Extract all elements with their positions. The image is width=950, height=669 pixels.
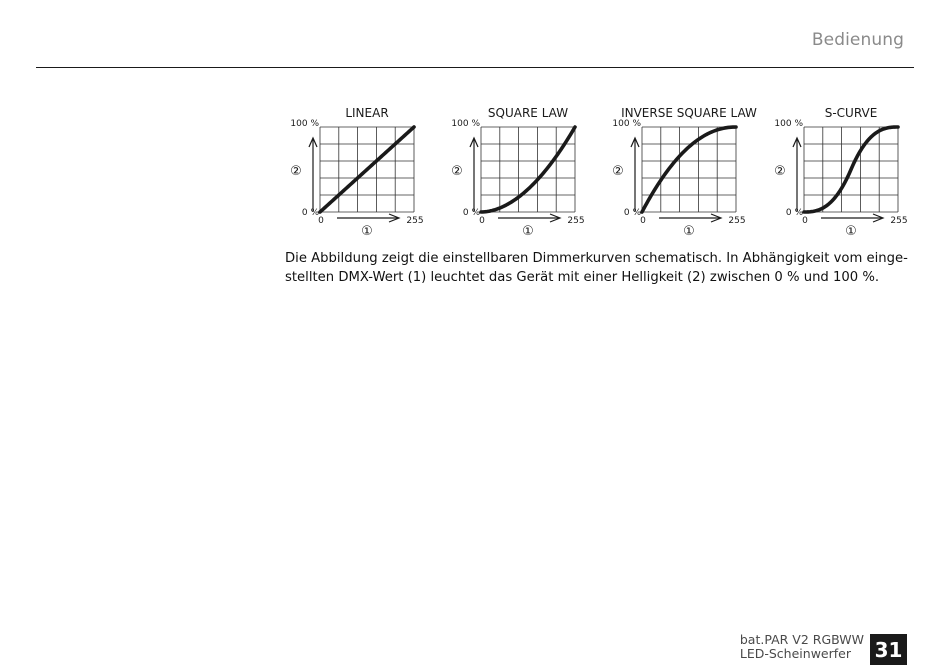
x-min-label: 0 bbox=[479, 216, 485, 226]
x-max-label: 255 bbox=[728, 216, 746, 226]
x-axis-symbol: ① bbox=[845, 224, 857, 239]
x-min-label: 0 bbox=[318, 216, 324, 226]
curve-panel-scurve bbox=[774, 106, 907, 239]
y-min-label: 0 % bbox=[301, 208, 319, 218]
dimmer-curves-svg bbox=[284, 104, 924, 244]
curve-line-square bbox=[481, 127, 575, 212]
y-max-label: 100 % bbox=[290, 119, 319, 129]
y-max-label: 100 % bbox=[612, 119, 641, 129]
x-max-label: 255 bbox=[567, 216, 585, 226]
x-max-label: 255 bbox=[406, 216, 424, 226]
dimmer-curves-figure bbox=[284, 104, 924, 244]
x-axis-symbol: ① bbox=[522, 224, 534, 239]
curve-title-square: SQUARE LAW bbox=[487, 106, 569, 120]
curve-panel-inverse bbox=[612, 106, 757, 239]
x-axis-symbol: ① bbox=[361, 224, 373, 239]
curve-title-inverse: INVERSE SQUARE LAW bbox=[621, 106, 757, 120]
y-axis-symbol: ② bbox=[451, 164, 463, 179]
y-max-label: 100 % bbox=[774, 119, 803, 129]
curve-line-linear bbox=[320, 127, 414, 212]
x-max-label: 255 bbox=[890, 216, 908, 226]
curve-title-scurve: S-CURVE bbox=[824, 106, 878, 120]
description-line-1: Die Abbildung zeigt die einstellbaren Dimmerkurven schematisch. In Abhängigkeit vom einge- bbox=[285, 251, 908, 266]
footer-product-type: LED-Scheinwerfer bbox=[739, 646, 851, 661]
y-min-label: 0 % bbox=[462, 208, 480, 218]
page-number: 31 bbox=[870, 634, 907, 665]
x-min-label: 0 bbox=[802, 216, 808, 226]
curve-panel-square bbox=[451, 106, 584, 239]
curve-panel-linear bbox=[290, 106, 423, 239]
y-max-label: 100 % bbox=[451, 119, 480, 129]
y-min-label: 0 % bbox=[623, 208, 641, 218]
curve-line-inverse bbox=[642, 127, 736, 212]
x-axis-symbol: ① bbox=[683, 224, 695, 239]
y-axis-symbol: ② bbox=[774, 164, 786, 179]
header-divider bbox=[36, 67, 914, 68]
description-paragraph bbox=[285, 249, 917, 287]
footer-product-info bbox=[740, 633, 864, 661]
curve-title-linear: LINEAR bbox=[345, 106, 389, 120]
y-axis-symbol: ② bbox=[290, 164, 302, 179]
y-min-label: 0 % bbox=[785, 208, 803, 218]
y-axis-symbol: ② bbox=[612, 164, 624, 179]
footer-product-name: bat.PAR V2 RGBWW bbox=[739, 632, 864, 647]
description-line-2: stellten DMX-Wert (1) leuchtet das Gerät mit einer Helligkeit (2) zwischen 0 % und 100 %. bbox=[285, 270, 880, 285]
section-title: Bedienung bbox=[811, 30, 904, 50]
curve-line-scurve bbox=[804, 127, 898, 212]
x-min-label: 0 bbox=[640, 216, 646, 226]
